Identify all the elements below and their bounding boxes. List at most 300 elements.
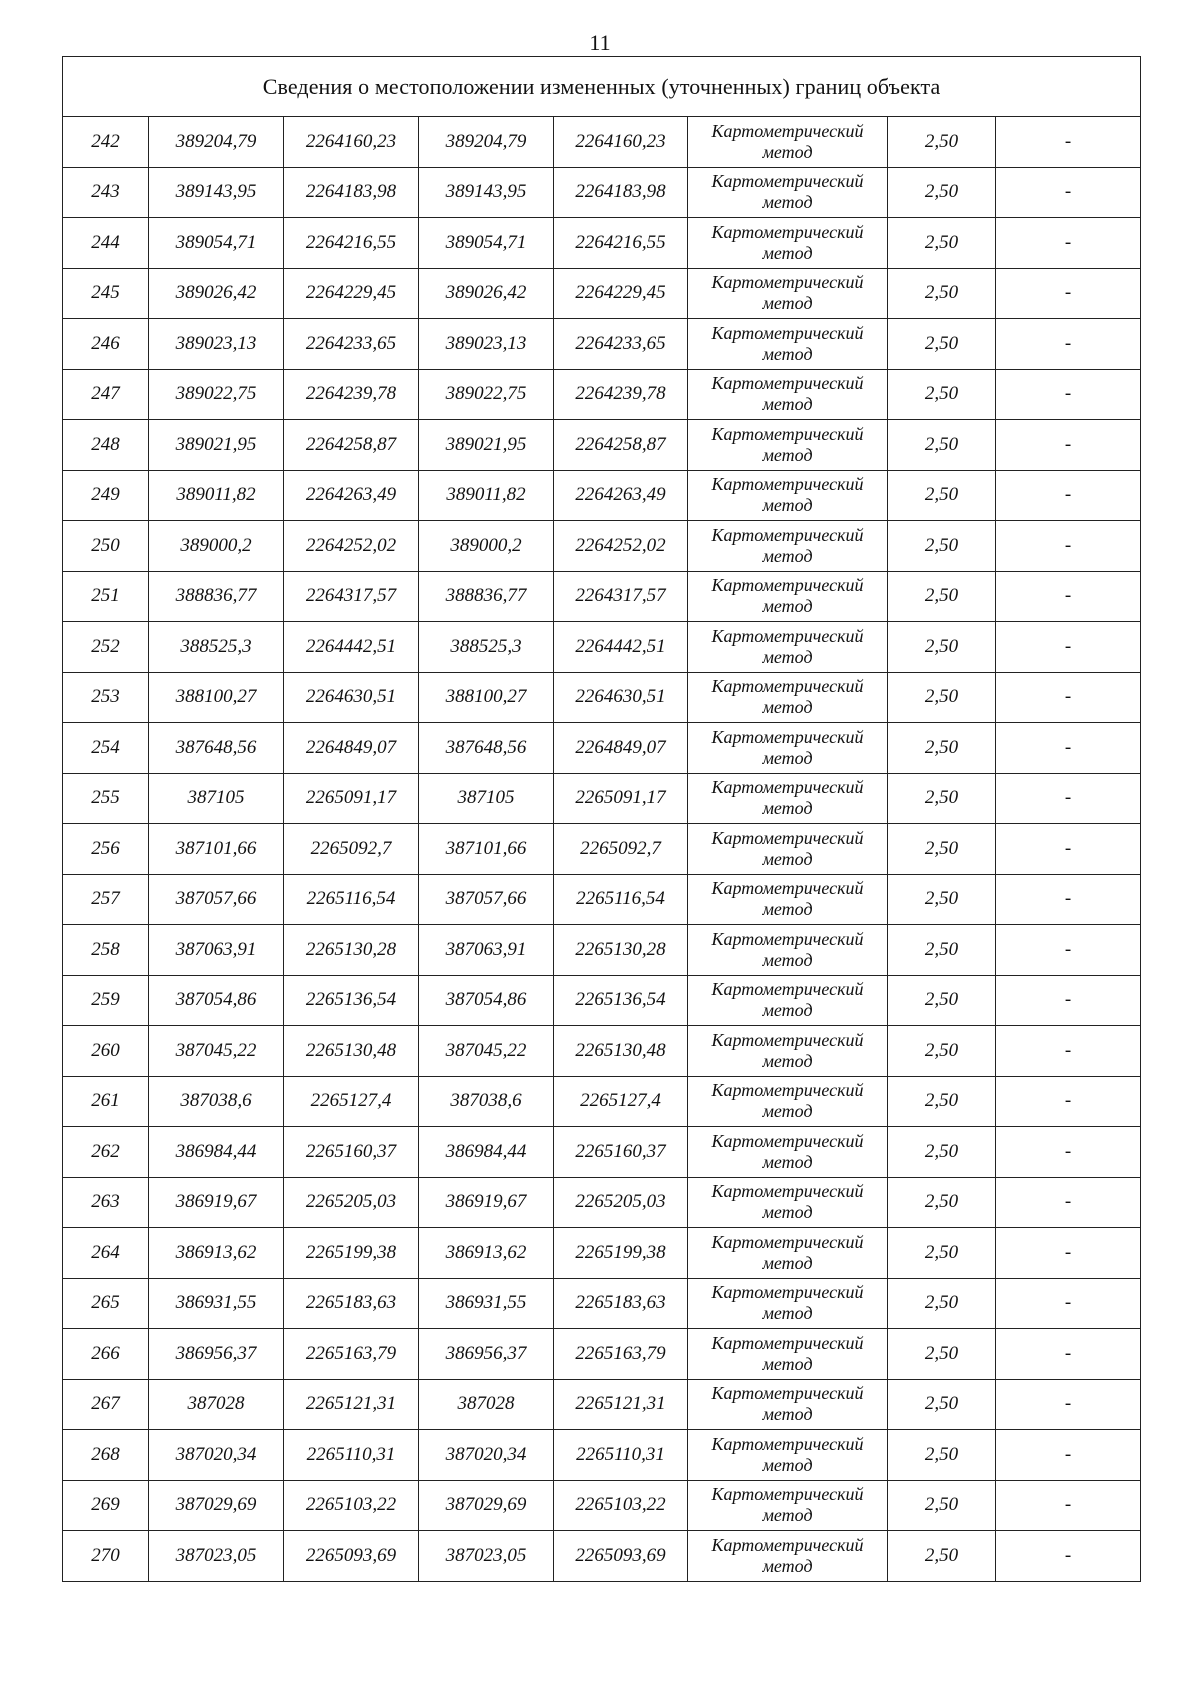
note-cell: - <box>996 925 1141 976</box>
method-line-1: Картометрический <box>711 322 864 343</box>
refined-x-cell: 389023,13 <box>419 319 554 370</box>
existing-y-cell: 2264258,87 <box>284 420 419 471</box>
point-number-cell: 265 <box>63 1278 149 1329</box>
method-line-1: Картометрический <box>711 1383 864 1404</box>
note-cell: - <box>996 319 1141 370</box>
existing-x-cell: 386956,37 <box>149 1329 284 1380</box>
refined-y-cell: 2264216,55 <box>554 218 688 269</box>
method-cell <box>688 622 888 673</box>
note-cell: - <box>996 218 1141 269</box>
method-cell <box>688 723 888 774</box>
method-line-1: Картометрический <box>711 1080 864 1101</box>
method-line-2: метод <box>762 1151 813 1172</box>
refined-y-cell: 2265160,37 <box>554 1127 688 1178</box>
existing-y-cell: 2264239,78 <box>284 369 419 420</box>
accuracy-cell: 2,50 <box>888 268 996 319</box>
note-cell: - <box>996 672 1141 723</box>
table-row <box>63 723 1141 774</box>
method-line-1: Картометрический <box>711 1433 864 1454</box>
refined-y-cell: 2264239,78 <box>554 369 688 420</box>
method-cell <box>688 369 888 420</box>
table-row <box>63 622 1141 673</box>
method-cell <box>688 1379 888 1430</box>
method-line-2: метод <box>762 848 813 869</box>
point-number-cell: 264 <box>63 1228 149 1279</box>
method-line-2: метод <box>762 646 813 667</box>
method-line-2: метод <box>762 1303 813 1324</box>
existing-x-cell: 387028 <box>149 1379 284 1430</box>
existing-x-cell: 387020,34 <box>149 1430 284 1481</box>
method-line-1: Картометрический <box>711 1130 864 1151</box>
refined-y-cell: 2265136,54 <box>554 975 688 1026</box>
method-line-1: Картометрический <box>711 575 864 596</box>
method-cell <box>688 1329 888 1380</box>
method-line-2: метод <box>762 1050 813 1071</box>
table-row <box>63 117 1141 168</box>
refined-x-cell: 389011,82 <box>419 470 554 521</box>
table-row <box>63 218 1141 269</box>
refined-y-cell: 2264160,23 <box>554 117 688 168</box>
accuracy-cell: 2,50 <box>888 470 996 521</box>
method-line-1: Картометрический <box>711 827 864 848</box>
method-cell <box>688 420 888 471</box>
point-number-cell: 243 <box>63 167 149 218</box>
point-number-cell: 269 <box>63 1480 149 1531</box>
refined-y-cell: 2264233,65 <box>554 319 688 370</box>
existing-x-cell: 386984,44 <box>149 1127 284 1178</box>
existing-x-cell: 387101,66 <box>149 824 284 875</box>
refined-y-cell: 2265093,69 <box>554 1531 688 1582</box>
method-cell <box>688 117 888 168</box>
note-cell: - <box>996 773 1141 824</box>
table-row <box>63 420 1141 471</box>
existing-y-cell: 2265091,17 <box>284 773 419 824</box>
existing-x-cell: 387038,6 <box>149 1076 284 1127</box>
note-cell: - <box>996 1228 1141 1279</box>
table-row <box>63 571 1141 622</box>
existing-x-cell: 388525,3 <box>149 622 284 673</box>
existing-x-cell: 389023,13 <box>149 319 284 370</box>
point-number-cell: 260 <box>63 1026 149 1077</box>
refined-x-cell: 386913,62 <box>419 1228 554 1279</box>
method-line-1: Картометрический <box>711 474 864 495</box>
table-row <box>63 773 1141 824</box>
note-cell: - <box>996 470 1141 521</box>
method-cell <box>688 1228 888 1279</box>
accuracy-cell: 2,50 <box>888 622 996 673</box>
existing-y-cell: 2264630,51 <box>284 672 419 723</box>
method-line-2: метод <box>762 141 813 162</box>
method-cell <box>688 1127 888 1178</box>
point-number-cell: 246 <box>63 319 149 370</box>
refined-y-cell: 2264849,07 <box>554 723 688 774</box>
method-cell <box>688 1480 888 1531</box>
method-cell <box>688 1177 888 1228</box>
refined-y-cell: 2264229,45 <box>554 268 688 319</box>
note-cell: - <box>996 1177 1141 1228</box>
table-row <box>63 1329 1141 1380</box>
refined-x-cell: 389143,95 <box>419 167 554 218</box>
refined-y-cell: 2265091,17 <box>554 773 688 824</box>
method-line-2: метод <box>762 949 813 970</box>
note-cell: - <box>996 622 1141 673</box>
existing-y-cell: 2265127,4 <box>284 1076 419 1127</box>
existing-x-cell: 389026,42 <box>149 268 284 319</box>
method-cell <box>688 672 888 723</box>
method-line-2: метод <box>762 1101 813 1122</box>
table-row <box>63 1430 1141 1481</box>
accuracy-cell: 2,50 <box>888 1026 996 1077</box>
existing-x-cell: 387057,66 <box>149 874 284 925</box>
boundary-table-container <box>62 56 1140 1582</box>
method-cell <box>688 268 888 319</box>
refined-x-cell: 388525,3 <box>419 622 554 673</box>
existing-x-cell: 386913,62 <box>149 1228 284 1279</box>
accuracy-cell: 2,50 <box>888 1531 996 1582</box>
refined-x-cell: 387063,91 <box>419 925 554 976</box>
refined-x-cell: 389054,71 <box>419 218 554 269</box>
refined-y-cell: 2265183,63 <box>554 1278 688 1329</box>
accuracy-cell: 2,50 <box>888 1480 996 1531</box>
existing-y-cell: 2264252,02 <box>284 521 419 572</box>
point-number-cell: 258 <box>63 925 149 976</box>
refined-x-cell: 389022,75 <box>419 369 554 420</box>
method-line-2: метод <box>762 495 813 516</box>
existing-x-cell: 387023,05 <box>149 1531 284 1582</box>
note-cell: - <box>996 117 1141 168</box>
table-row <box>63 470 1141 521</box>
note-cell: - <box>996 1278 1141 1329</box>
existing-x-cell: 389021,95 <box>149 420 284 471</box>
method-line-2: метод <box>762 747 813 768</box>
refined-y-cell: 2264442,51 <box>554 622 688 673</box>
existing-y-cell: 2265093,69 <box>284 1531 419 1582</box>
method-line-2: метод <box>762 899 813 920</box>
method-line-2: метод <box>762 1202 813 1223</box>
method-line-1: Картометрический <box>711 979 864 1000</box>
refined-y-cell: 2264630,51 <box>554 672 688 723</box>
refined-x-cell: 386931,55 <box>419 1278 554 1329</box>
existing-x-cell: 389204,79 <box>149 117 284 168</box>
refined-y-cell: 2264263,49 <box>554 470 688 521</box>
note-cell: - <box>996 1430 1141 1481</box>
method-line-1: Картометрический <box>711 120 864 141</box>
note-cell: - <box>996 420 1141 471</box>
existing-y-cell: 2265116,54 <box>284 874 419 925</box>
accuracy-cell: 2,50 <box>888 824 996 875</box>
existing-x-cell: 387063,91 <box>149 925 284 976</box>
note-cell: - <box>996 1531 1141 1582</box>
method-line-2: метод <box>762 1353 813 1374</box>
refined-x-cell: 387020,34 <box>419 1430 554 1481</box>
note-cell: - <box>996 824 1141 875</box>
refined-x-cell: 388836,77 <box>419 571 554 622</box>
refined-x-cell: 387057,66 <box>419 874 554 925</box>
method-cell <box>688 824 888 875</box>
note-cell: - <box>996 1026 1141 1077</box>
method-line-2: метод <box>762 1404 813 1425</box>
note-cell: - <box>996 1379 1141 1430</box>
accuracy-cell: 2,50 <box>888 975 996 1026</box>
accuracy-cell: 2,50 <box>888 319 996 370</box>
method-line-2: метод <box>762 697 813 718</box>
refined-y-cell: 2265092,7 <box>554 824 688 875</box>
existing-y-cell: 2265121,31 <box>284 1379 419 1430</box>
existing-x-cell: 387029,69 <box>149 1480 284 1531</box>
method-line-1: Картометрический <box>711 524 864 545</box>
refined-x-cell: 387045,22 <box>419 1026 554 1077</box>
existing-y-cell: 2264317,57 <box>284 571 419 622</box>
method-line-1: Картометрический <box>711 726 864 747</box>
method-line-1: Картометрический <box>711 878 864 899</box>
method-cell <box>688 925 888 976</box>
table-row <box>63 369 1141 420</box>
existing-y-cell: 2264183,98 <box>284 167 419 218</box>
method-cell <box>688 773 888 824</box>
note-cell: - <box>996 369 1141 420</box>
method-line-2: метод <box>762 596 813 617</box>
table-row <box>63 874 1141 925</box>
point-number-cell: 248 <box>63 420 149 471</box>
table-row <box>63 1076 1141 1127</box>
refined-y-cell: 2265205,03 <box>554 1177 688 1228</box>
accuracy-cell: 2,50 <box>888 1329 996 1380</box>
method-cell <box>688 874 888 925</box>
refined-x-cell: 387054,86 <box>419 975 554 1026</box>
table-row <box>63 1228 1141 1279</box>
refined-y-cell: 2264183,98 <box>554 167 688 218</box>
note-cell: - <box>996 521 1141 572</box>
method-cell <box>688 1531 888 1582</box>
existing-y-cell: 2265183,63 <box>284 1278 419 1329</box>
point-number-cell: 244 <box>63 218 149 269</box>
existing-y-cell: 2265130,28 <box>284 925 419 976</box>
refined-y-cell: 2265130,48 <box>554 1026 688 1077</box>
method-cell <box>688 319 888 370</box>
existing-y-cell: 2264263,49 <box>284 470 419 521</box>
existing-y-cell: 2264216,55 <box>284 218 419 269</box>
table-row <box>63 268 1141 319</box>
table-row <box>63 1480 1141 1531</box>
note-cell: - <box>996 1329 1141 1380</box>
existing-x-cell: 389143,95 <box>149 167 284 218</box>
method-line-1: Картометрический <box>711 676 864 697</box>
existing-y-cell: 2265136,54 <box>284 975 419 1026</box>
method-line-1: Картометрический <box>711 1282 864 1303</box>
refined-y-cell: 2265127,4 <box>554 1076 688 1127</box>
method-line-1: Картометрический <box>711 221 864 242</box>
method-line-2: метод <box>762 1252 813 1273</box>
refined-x-cell: 387028 <box>419 1379 554 1430</box>
method-line-1: Картометрический <box>711 272 864 293</box>
point-number-cell: 250 <box>63 521 149 572</box>
existing-y-cell: 2264229,45 <box>284 268 419 319</box>
accuracy-cell: 2,50 <box>888 571 996 622</box>
existing-x-cell: 388100,27 <box>149 672 284 723</box>
method-line-1: Картометрический <box>711 171 864 192</box>
method-line-2: метод <box>762 394 813 415</box>
refined-x-cell: 387029,69 <box>419 1480 554 1531</box>
note-cell: - <box>996 975 1141 1026</box>
point-number-cell: 256 <box>63 824 149 875</box>
table-row <box>63 975 1141 1026</box>
table-row <box>63 925 1141 976</box>
existing-x-cell: 387054,86 <box>149 975 284 1026</box>
existing-x-cell: 389022,75 <box>149 369 284 420</box>
accuracy-cell: 2,50 <box>888 218 996 269</box>
point-number-cell: 261 <box>63 1076 149 1127</box>
method-line-2: метод <box>762 343 813 364</box>
refined-x-cell: 387038,6 <box>419 1076 554 1127</box>
point-number-cell: 252 <box>63 622 149 673</box>
method-line-2: метод <box>762 1555 813 1576</box>
point-number-cell: 255 <box>63 773 149 824</box>
refined-y-cell: 2264317,57 <box>554 571 688 622</box>
point-number-cell: 251 <box>63 571 149 622</box>
accuracy-cell: 2,50 <box>888 874 996 925</box>
method-line-1: Картометрический <box>711 1231 864 1252</box>
accuracy-cell: 2,50 <box>888 773 996 824</box>
method-cell <box>688 218 888 269</box>
refined-x-cell: 386984,44 <box>419 1127 554 1178</box>
accuracy-cell: 2,50 <box>888 1076 996 1127</box>
table-row <box>63 1026 1141 1077</box>
refined-y-cell: 2264258,87 <box>554 420 688 471</box>
refined-y-cell: 2265121,31 <box>554 1379 688 1430</box>
accuracy-cell: 2,50 <box>888 672 996 723</box>
refined-y-cell: 2265103,22 <box>554 1480 688 1531</box>
point-number-cell: 254 <box>63 723 149 774</box>
point-number-cell: 263 <box>63 1177 149 1228</box>
refined-y-cell: 2265116,54 <box>554 874 688 925</box>
point-number-cell: 249 <box>63 470 149 521</box>
refined-y-cell: 2264252,02 <box>554 521 688 572</box>
existing-y-cell: 2265092,7 <box>284 824 419 875</box>
existing-y-cell: 2264233,65 <box>284 319 419 370</box>
table-title-row <box>63 57 1141 117</box>
method-line-1: Картометрический <box>711 1484 864 1505</box>
accuracy-cell: 2,50 <box>888 925 996 976</box>
existing-y-cell: 2264160,23 <box>284 117 419 168</box>
note-cell: - <box>996 874 1141 925</box>
existing-x-cell: 387648,56 <box>149 723 284 774</box>
existing-x-cell: 389054,71 <box>149 218 284 269</box>
method-line-2: метод <box>762 545 813 566</box>
method-line-1: Картометрический <box>711 423 864 444</box>
method-line-2: метод <box>762 1000 813 1021</box>
accuracy-cell: 2,50 <box>888 167 996 218</box>
method-cell <box>688 1026 888 1077</box>
note-cell: - <box>996 167 1141 218</box>
existing-y-cell: 2265160,37 <box>284 1127 419 1178</box>
method-line-1: Картометрический <box>711 1029 864 1050</box>
existing-x-cell: 387105 <box>149 773 284 824</box>
method-line-1: Картометрический <box>711 1181 864 1202</box>
refined-y-cell: 2265163,79 <box>554 1329 688 1380</box>
method-line-1: Картометрический <box>711 1332 864 1353</box>
point-number-cell: 257 <box>63 874 149 925</box>
refined-x-cell: 387648,56 <box>419 723 554 774</box>
refined-x-cell: 387101,66 <box>419 824 554 875</box>
refined-x-cell: 389021,95 <box>419 420 554 471</box>
point-number-cell: 266 <box>63 1329 149 1380</box>
accuracy-cell: 2,50 <box>888 369 996 420</box>
point-number-cell: 267 <box>63 1379 149 1430</box>
table-row <box>63 1379 1141 1430</box>
existing-y-cell: 2265110,31 <box>284 1430 419 1481</box>
table-row <box>63 521 1141 572</box>
method-cell <box>688 1076 888 1127</box>
accuracy-cell: 2,50 <box>888 420 996 471</box>
refined-x-cell: 387023,05 <box>419 1531 554 1582</box>
method-line-1: Картометрический <box>711 373 864 394</box>
note-cell: - <box>996 1076 1141 1127</box>
method-cell <box>688 571 888 622</box>
method-line-2: метод <box>762 444 813 465</box>
point-number-cell: 242 <box>63 117 149 168</box>
note-cell: - <box>996 1127 1141 1178</box>
note-cell: - <box>996 571 1141 622</box>
method-cell <box>688 975 888 1026</box>
accuracy-cell: 2,50 <box>888 1127 996 1178</box>
refined-x-cell: 386956,37 <box>419 1329 554 1380</box>
table-row <box>63 1127 1141 1178</box>
existing-x-cell: 388836,77 <box>149 571 284 622</box>
table-title: Сведения о местоположении измененных (уточненных) границ объекта <box>63 57 1141 117</box>
existing-x-cell: 389011,82 <box>149 470 284 521</box>
table-row <box>63 319 1141 370</box>
method-line-2: метод <box>762 798 813 819</box>
accuracy-cell: 2,50 <box>888 1177 996 1228</box>
existing-y-cell: 2265163,79 <box>284 1329 419 1380</box>
refined-x-cell: 386919,67 <box>419 1177 554 1228</box>
point-number-cell: 259 <box>63 975 149 1026</box>
boundary-coordinates-table <box>62 56 1141 1582</box>
method-line-1: Картометрический <box>711 625 864 646</box>
table-row <box>63 824 1141 875</box>
table-row <box>63 1531 1141 1582</box>
table-row <box>63 1177 1141 1228</box>
table-row <box>63 672 1141 723</box>
accuracy-cell: 2,50 <box>888 723 996 774</box>
existing-x-cell: 387045,22 <box>149 1026 284 1077</box>
method-cell <box>688 167 888 218</box>
existing-y-cell: 2265130,48 <box>284 1026 419 1077</box>
accuracy-cell: 2,50 <box>888 1228 996 1279</box>
table-row <box>63 1278 1141 1329</box>
accuracy-cell: 2,50 <box>888 1278 996 1329</box>
method-cell <box>688 470 888 521</box>
note-cell: - <box>996 1480 1141 1531</box>
existing-x-cell: 389000,2 <box>149 521 284 572</box>
accuracy-cell: 2,50 <box>888 117 996 168</box>
point-number-cell: 247 <box>63 369 149 420</box>
point-number-cell: 245 <box>63 268 149 319</box>
point-number-cell: 253 <box>63 672 149 723</box>
refined-x-cell: 389026,42 <box>419 268 554 319</box>
existing-y-cell: 2264849,07 <box>284 723 419 774</box>
method-cell <box>688 1278 888 1329</box>
method-line-1: Картометрический <box>711 1534 864 1555</box>
method-line-1: Картометрический <box>711 928 864 949</box>
refined-x-cell: 387105 <box>419 773 554 824</box>
existing-y-cell: 2265199,38 <box>284 1228 419 1279</box>
method-line-2: метод <box>762 192 813 213</box>
method-line-1: Картометрический <box>711 777 864 798</box>
method-line-2: метод <box>762 1505 813 1526</box>
refined-y-cell: 2265199,38 <box>554 1228 688 1279</box>
page-number: 11 <box>589 30 611 55</box>
